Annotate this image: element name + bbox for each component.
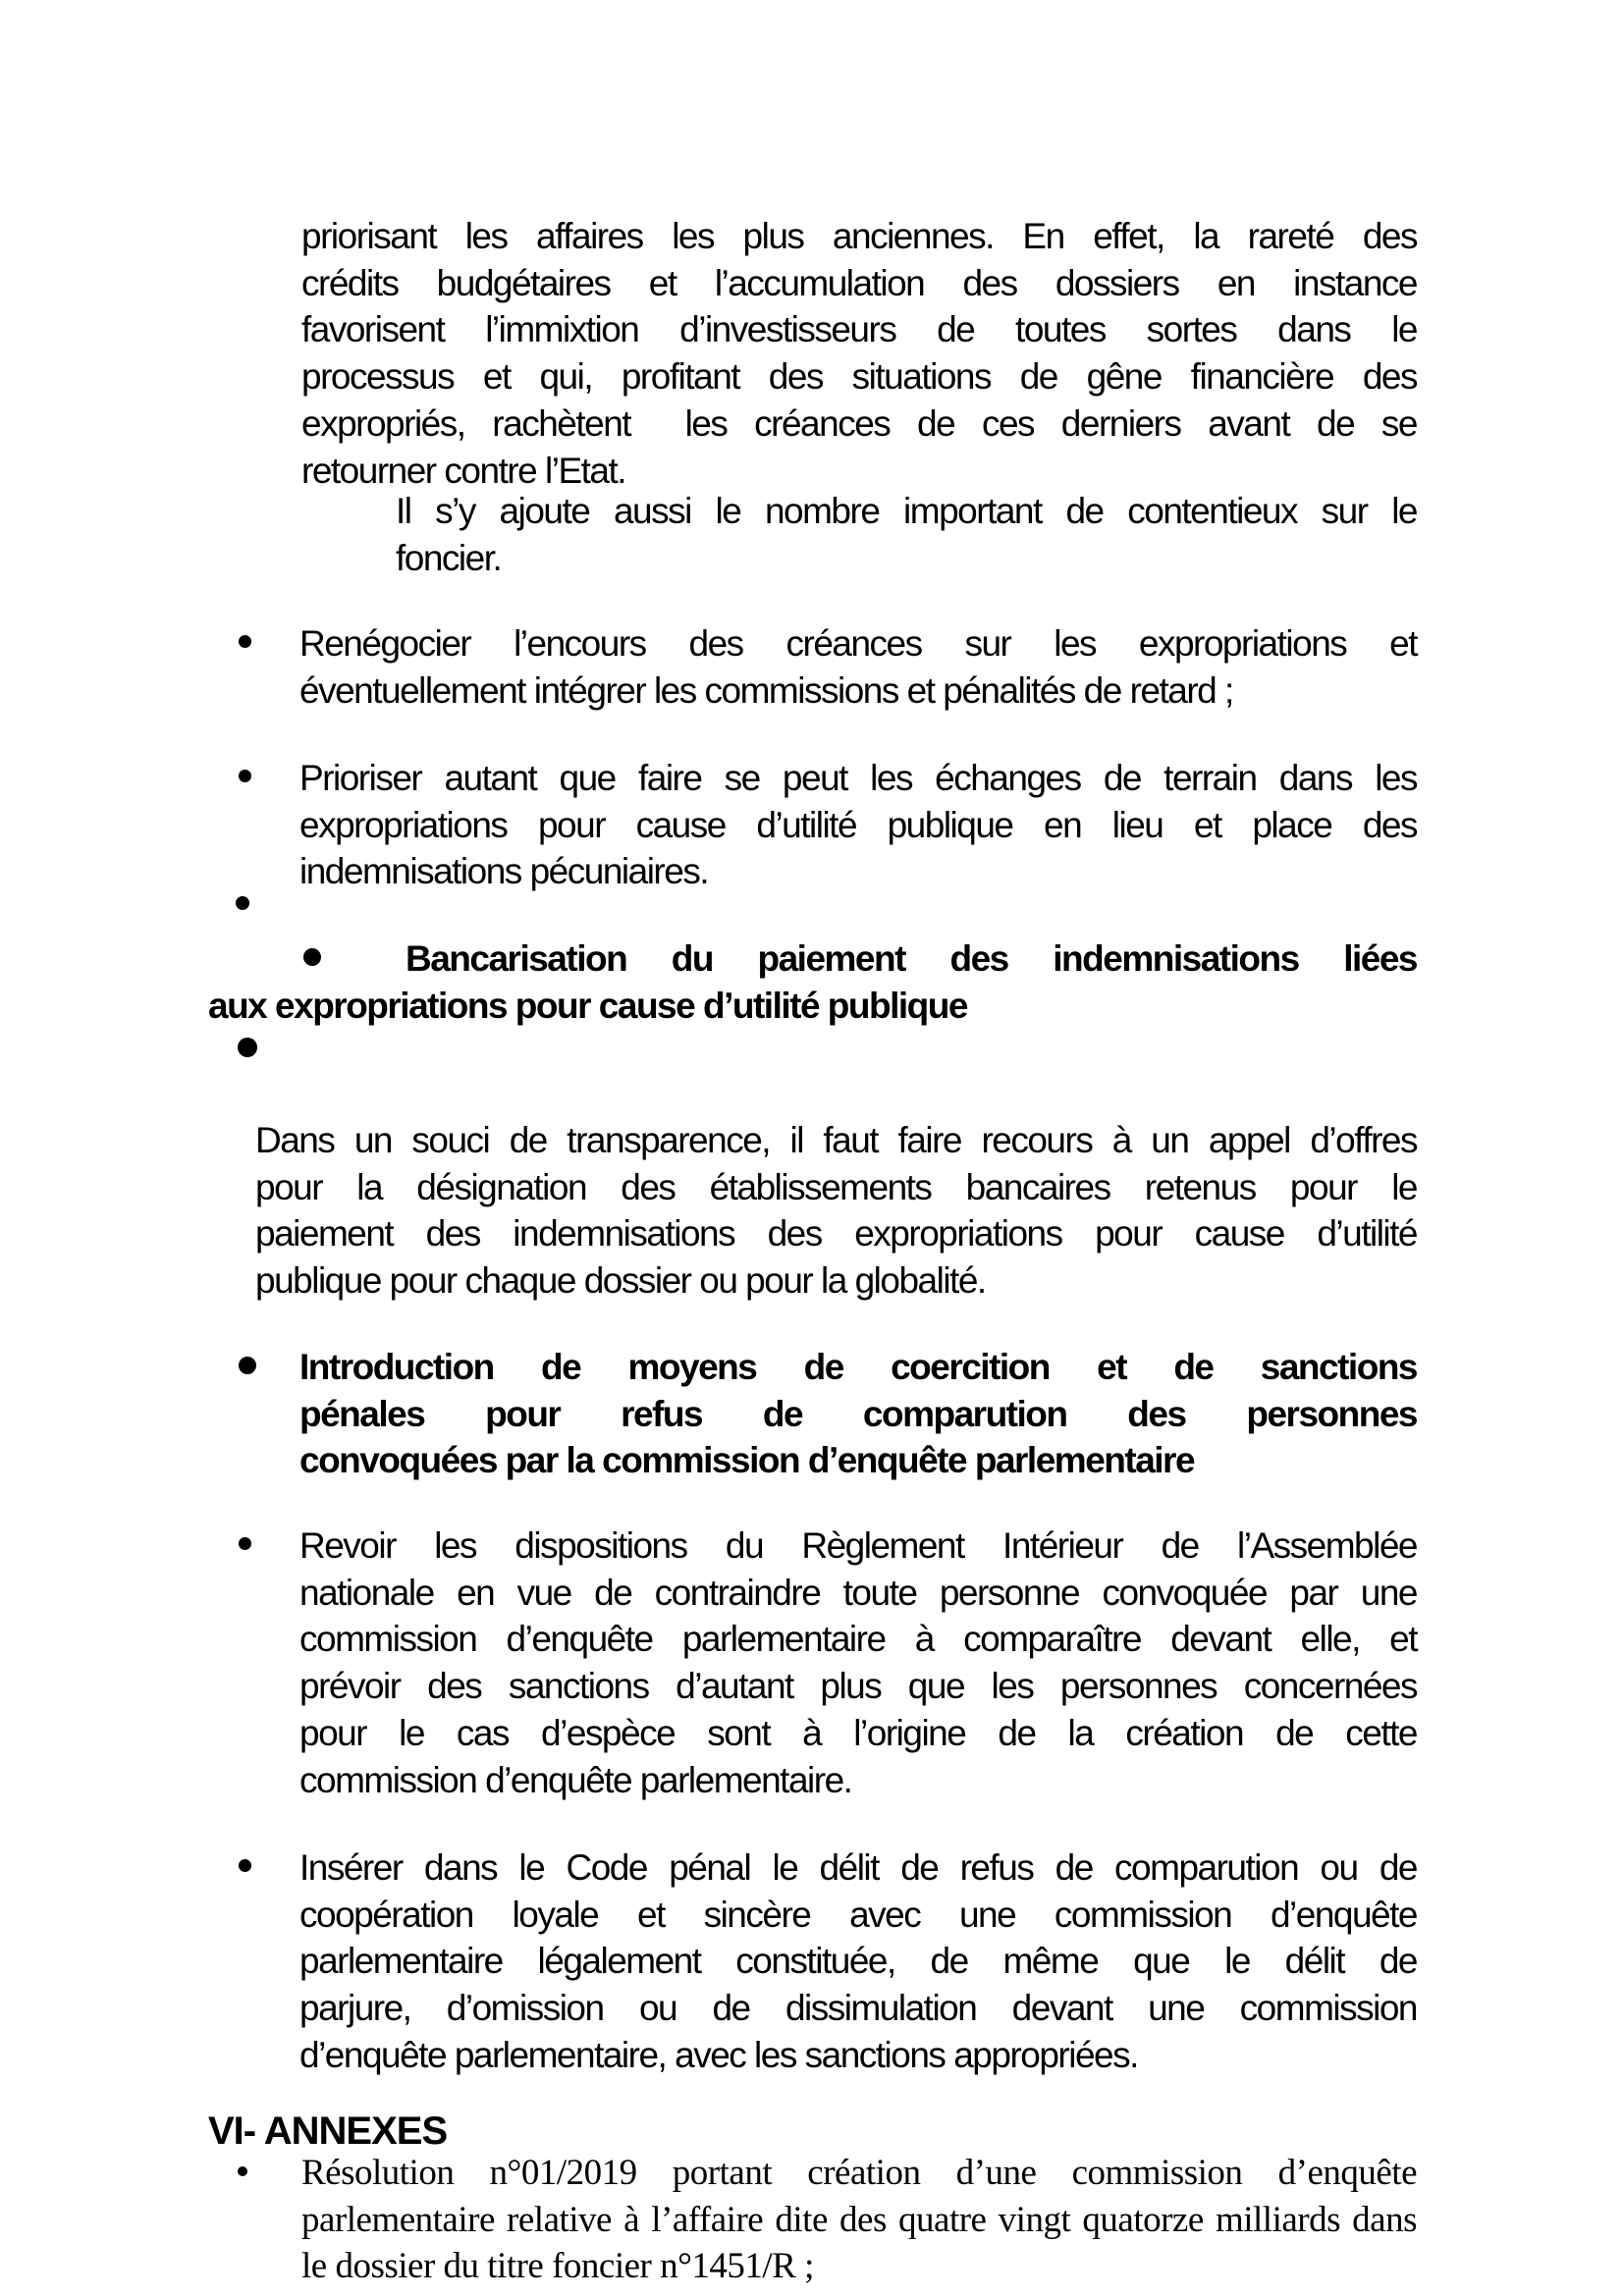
text-line: retourner contre l’Etat. — [301, 450, 626, 491]
bullet-icon — [303, 948, 321, 966]
empty-bullet-icon — [238, 1038, 257, 1057]
text-line: expropriés, rachètent les créances de ces derniers avant de se — [301, 402, 1417, 444]
heading-line: Bancarisation du paiement des indemnisations liées — [406, 938, 1417, 979]
heading-line: aux expropriations pour cause d’utilité publique — [208, 985, 967, 1026]
text-line: parjure, d’omission ou de dissimulation devant une commission — [299, 1988, 1417, 2029]
bullet-icon — [239, 1537, 251, 1550]
text-line: expropriations pour cause d’utilité publique en lieu et place des — [299, 804, 1417, 845]
text-line: coopération loyale et sincère avec une commission d’enquête — [299, 1894, 1417, 1935]
text-line: foncier. — [396, 537, 502, 578]
text-line: le dossier du titre foncier n°1451/R ; — [301, 2246, 814, 2287]
text-line: prévoir des sanctions d’autant plus que les personnes concernées — [299, 1666, 1417, 1707]
bullet-item-inserer — [299, 1844, 1417, 2079]
bullet-icon — [239, 770, 251, 782]
text-line: pour la désignation des établissements bancaires retenus pour le — [255, 1166, 1417, 1207]
text-line: processus et qui, profitant des situations de gêne financière des — [301, 356, 1417, 398]
text-line: Insérer dans le Code pénal le délit de refus de comparution ou de — [299, 1847, 1417, 1888]
text-line: d’enquête parlementaire, avec les sanctions appropriées. — [299, 2034, 1138, 2075]
text-line: parlementaire relative à l’affaire dite des quatre vingt quatorze milliards dans — [301, 2199, 1417, 2240]
empty-bullet-icon — [236, 896, 249, 910]
text-line: nationale en vue de contraindre toute personne convoquée par une — [299, 1572, 1417, 1613]
text-line: crédits budgétaires et l’accumulation des dossiers en instance — [301, 262, 1417, 303]
text-line: Revoir les dispositions du Règlement Intérieur de l’Assemblée — [299, 1525, 1417, 1566]
heading-line: pénales pour refus de comparution des personnes — [299, 1393, 1417, 1434]
bullet-item-revoir — [299, 1522, 1417, 1803]
text-line: parlementaire légalement constituée, de même que le délit de — [299, 1941, 1417, 1982]
bullet-item-renegocier — [299, 620, 1417, 714]
text-line: Dans un souci de transparence, il faut faire recours à un appel d’offres — [255, 1120, 1417, 1160]
text-line: favorisent l’immixtion d’investisseurs de toutes sortes dans le — [301, 309, 1417, 350]
bullet-item-resolution — [301, 2150, 1417, 2290]
text-line: commission d’enquête parlementaire. — [299, 1759, 852, 1800]
paragraph-ajoute — [396, 488, 1417, 581]
text-line: paiement des indemnisations des expropriations pour cause d’utilité — [255, 1213, 1417, 1255]
bullet-icon — [239, 1859, 251, 1872]
bullet-icon — [238, 2166, 247, 2176]
bullet-icon — [239, 635, 251, 648]
bullet-item-prioriser — [299, 755, 1417, 895]
text-line: pour le cas d’espèce sont à l’origine de la création de cette — [299, 1712, 1417, 1753]
text-line: publique pour chaque dossier ou pour la globalité. — [255, 1260, 986, 1302]
bullet-icon — [239, 1357, 256, 1374]
text-line: Il s’y ajoute aussi le nombre important de contentieux sur le — [396, 491, 1417, 531]
text-line: Renégocier l’encours des créances sur les expropriations et — [299, 623, 1417, 664]
text-line: éventuellement intégrer les commissions et pénalités de retard ; — [299, 669, 1233, 711]
section-heading-annexes: VI- ANNEXES — [208, 2109, 448, 2153]
text-line: priorisant les affaires les plus anciennes. En effet, la rareté des — [301, 216, 1417, 256]
heading-line: convoquées par la commission d’enquête parlementaire — [299, 1440, 1195, 1481]
text-line: commission d’enquête parlementaire à comparaître devant elle, et — [299, 1619, 1417, 1660]
text-line: Prioriser autant que faire se peut les échanges de terrain dans les — [299, 758, 1417, 798]
heading-line: Introduction de moyens de coercition et de sanctions — [299, 1347, 1417, 1387]
paragraph-priorisant — [301, 213, 1417, 494]
text-line: Résolution n°01/2019 portant création d’une commission d’enquête — [301, 2153, 1417, 2193]
paragraph-transparence — [255, 1117, 1417, 1305]
heading-bancarisation — [208, 935, 1417, 1029]
text-line: indemnisations pécuniaires. — [299, 851, 709, 892]
bullet-item-introduction — [299, 1344, 1417, 1484]
